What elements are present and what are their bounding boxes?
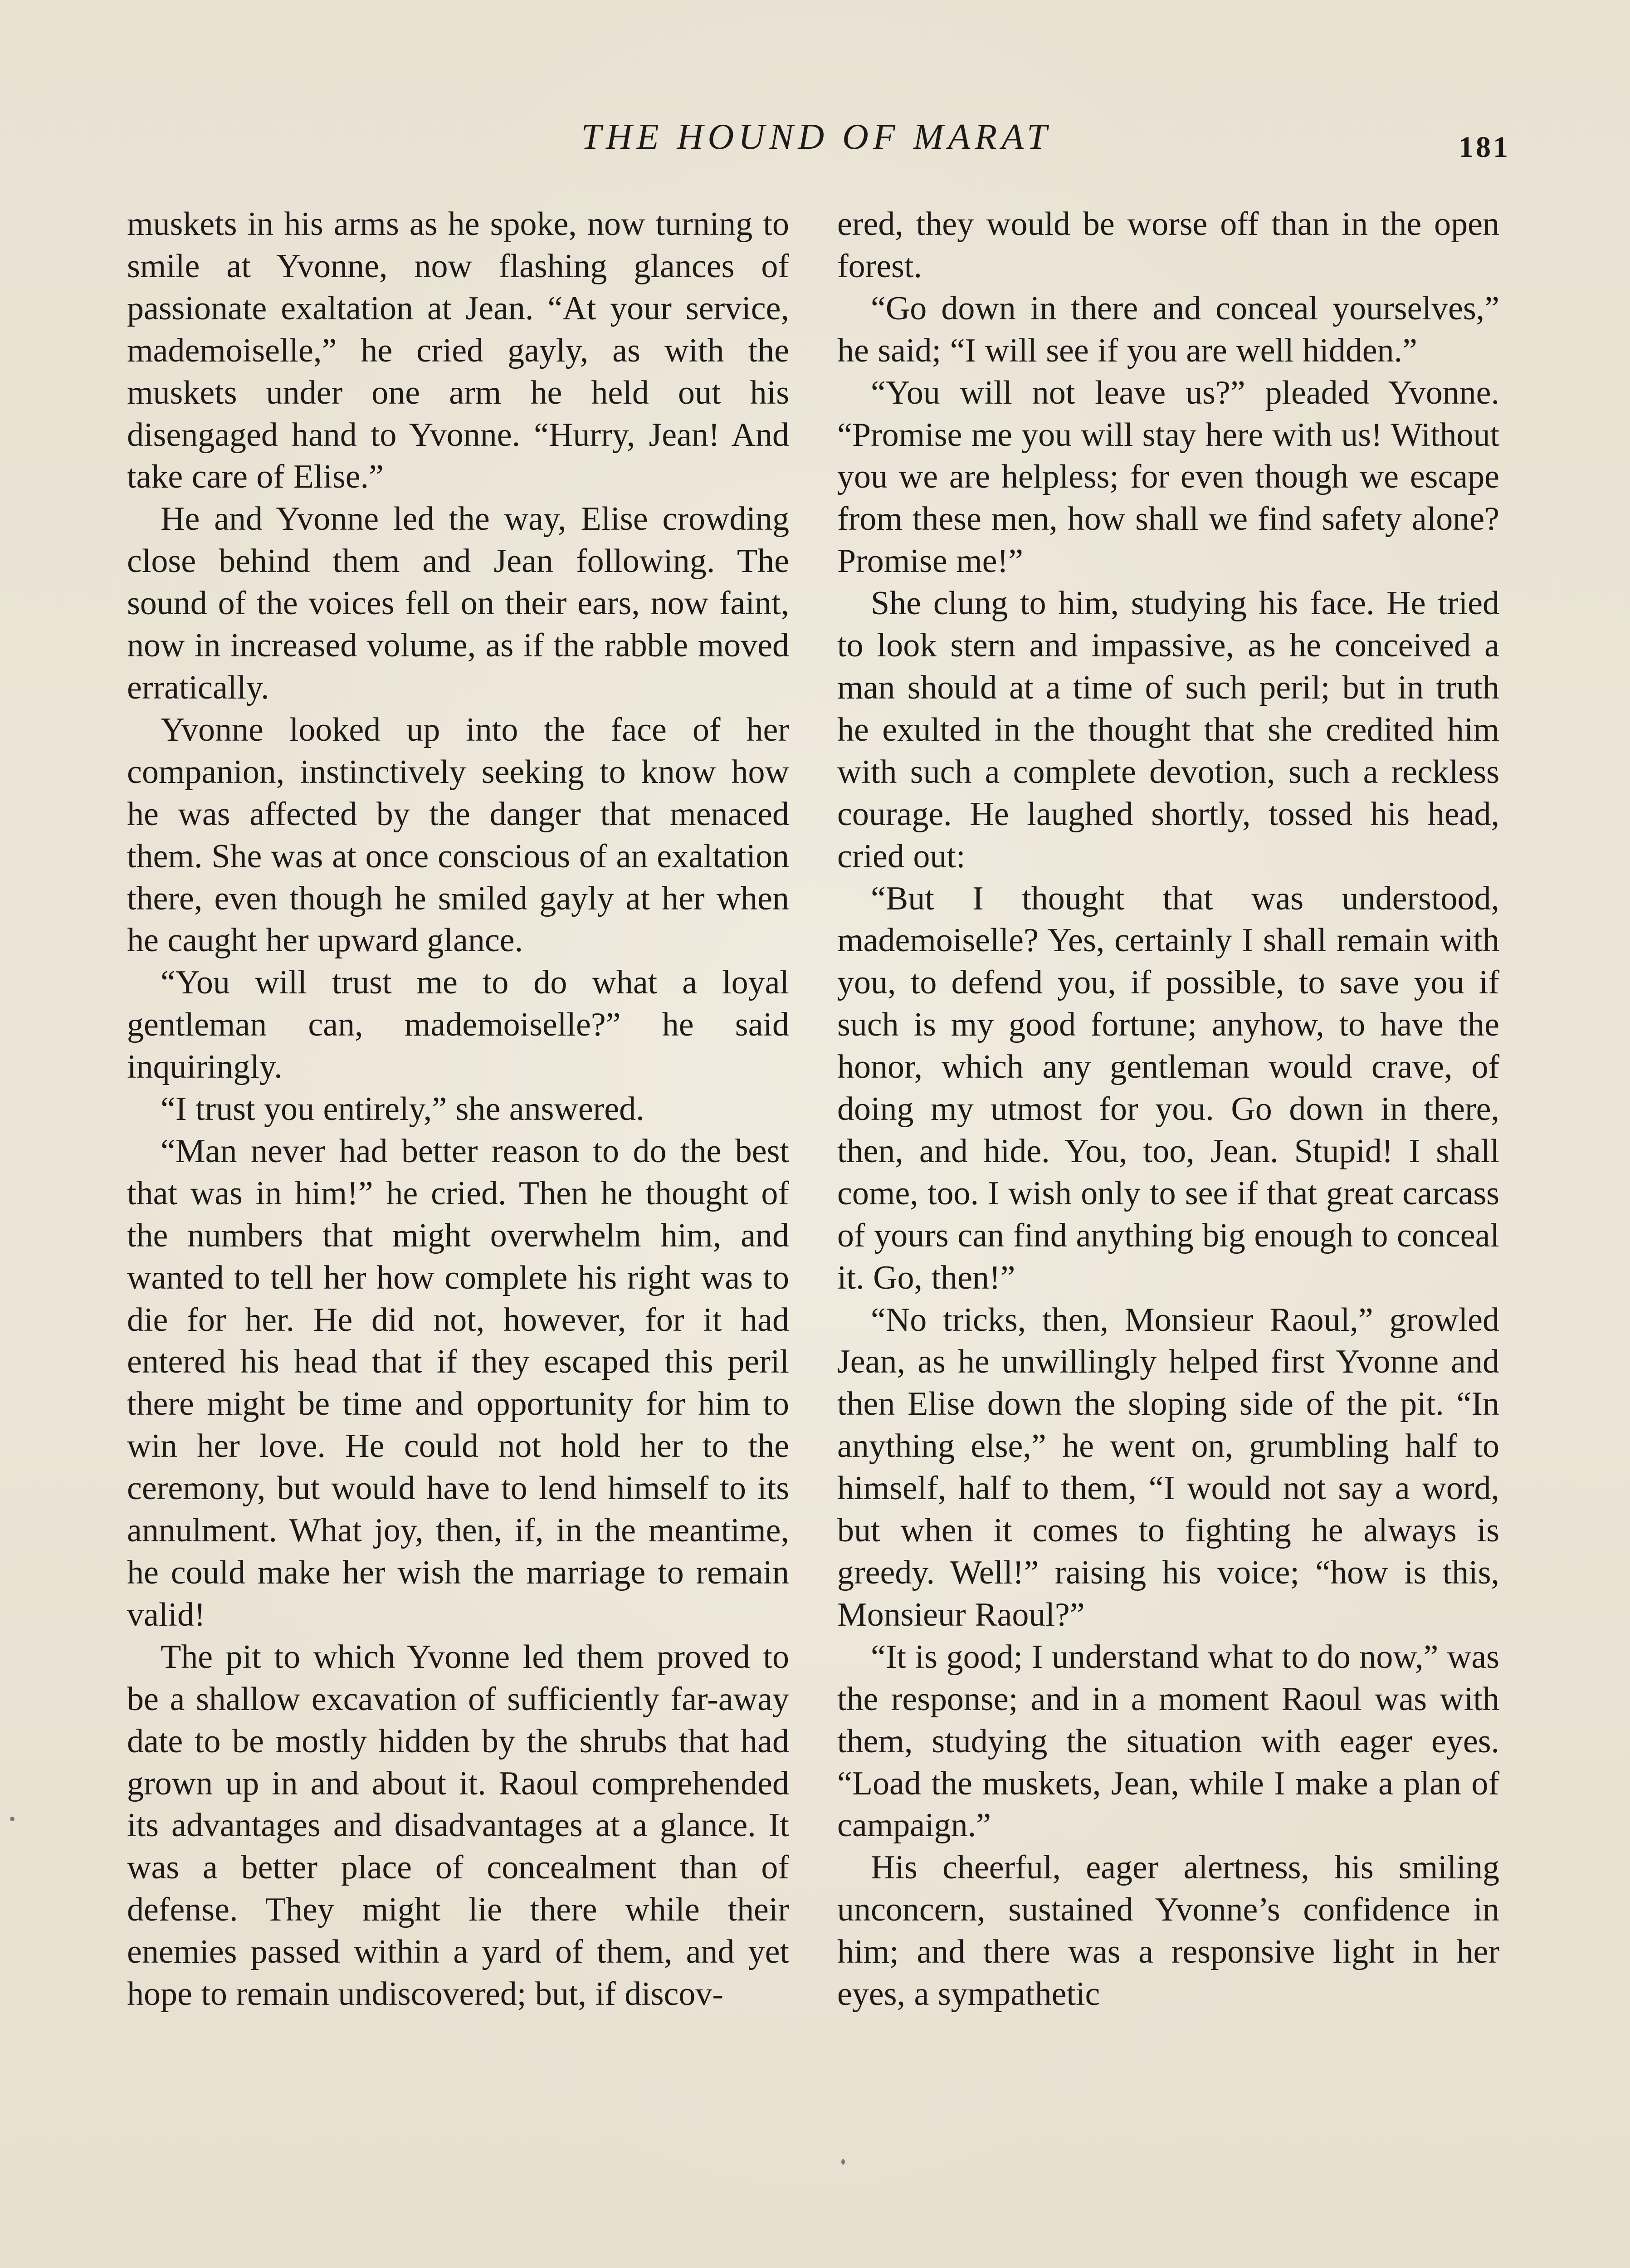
paragraph: “Man never had better reason to do the best that was in him!” he cried. Then he thought of the numbers that might overwhelm him, and wanted to tell her how complete his right was to die for her. He did not, however, for it had entered his head that if they escaped this peril there might be time and opportunity for him to win her love. He could not hold her to the ceremony, but would have to lend himself to its annulment. What joy, then, if, in the meantime, he could make her wish the marriage to remain valid! (127, 1132, 789, 1633)
page-number: 181 (1459, 131, 1510, 164)
paragraph: She clung to him, studying his face. He tried to look stern and impassive, as he conceived a man should at a time of such peril; but in truth he exulted in the thought that she credited him with such a complete devotion, such a reckless courage. He laughed shortly, tossed his head, cried out: (837, 585, 1499, 875)
paragraph: “But I thought that was understood, mademoiselle? Yes, certainly I shall remain with you, to defend you, if possible, to save you if such is my good fortune; anyhow, to have the honor, which any gentleman would crave, of doing my utmost for you. Go down in there, then, and hide. You, too, Jean. Stupid! I shall come, too. I wish only to see if that great carcass of yours can find anything big enough to conceal it. Go, then!” (837, 880, 1499, 1296)
paragraph: “Go down in there and conceal yourselves,” he said; “I will see if you are well hidden.” (837, 289, 1499, 369)
paragraph: “I trust you entirely,” she answered. (161, 1090, 644, 1128)
running-head-title: THE HOUND OF MARAT (581, 117, 1052, 157)
left-text-column (127, 203, 789, 2015)
paragraph: “No tricks, then, Monsieur Raoul,” growled Jean, as he unwillingly helped first Yvonne and then Elise down the sloping side of the pit. “In anything else,” he went on, grumbling half to himself, half to them, “I would not say a word, but when it comes to fighting he always is greedy. Well!” raising his voice; “how is this, Monsieur Raoul?” (837, 1301, 1499, 1633)
print-speck (841, 2159, 845, 2165)
paragraph: muskets in his arms as he spoke, now turning to smile at Yvonne, now flashing glances of passionate exaltation at Jean. “At your service, mademoiselle,” he cried gayly, as with the muskets under one arm he held out his disengaged hand to Yvonne. “Hurry, Jean! And take care of Elise.” (127, 205, 789, 496)
right-text-column (837, 203, 1499, 2015)
paragraph: The pit to which Yvonne led them proved to be a shallow excavation of sufficiently far-away date to be mostly hidden by the shrubs that had grown up in and about it. Raoul comprehended its advantages and disadvantages at a glance. It was a better place of concealment than of defense. They might lie there while their enemies passed within a yard of them, and yet hope to remain undiscovered; but, if discov- (127, 1638, 789, 2013)
paragraph: “You will trust me to do what a loyal gentleman can, mademoiselle?” he said inquiringly. (127, 964, 789, 1086)
print-speck (10, 1817, 15, 1821)
paragraph: He and Yvonne led the way, Elise crowding close behind them and Jean following. The sound of the voices fell on their ears, now faint, now in increased volume, as if the rabble moved erratically. (127, 500, 789, 706)
paragraph: “It is good; I understand what to do now,” was the response; and in a moment Raoul was with them, studying the situation with eager eyes. “Load the muskets, Jean, while I make a plan of campaign.” (837, 1638, 1499, 1844)
paragraph: Yvonne looked up into the face of her companion, instinctively seeking to know how he was affected by the danger that menaced them. She was at once conscious of an exaltation there, even though he smiled gayly at her when he caught her upward glance. (127, 711, 789, 959)
paragraph: His cheerful, eager alertness, his smiling unconcern, sustained Yvonne’s confidence in him; and there was a responsive light in her eyes, a sympathetic (837, 1849, 1499, 2013)
paragraph: ered, they would be worse off than in the open forest. (837, 205, 1499, 285)
paragraph: “You will not leave us?” pleaded Yvonne. “Promise me you will stay here with us! Without you we are helpless; for even though we escape from these men, how shall we find safety alone? Promise me!” (837, 374, 1499, 580)
